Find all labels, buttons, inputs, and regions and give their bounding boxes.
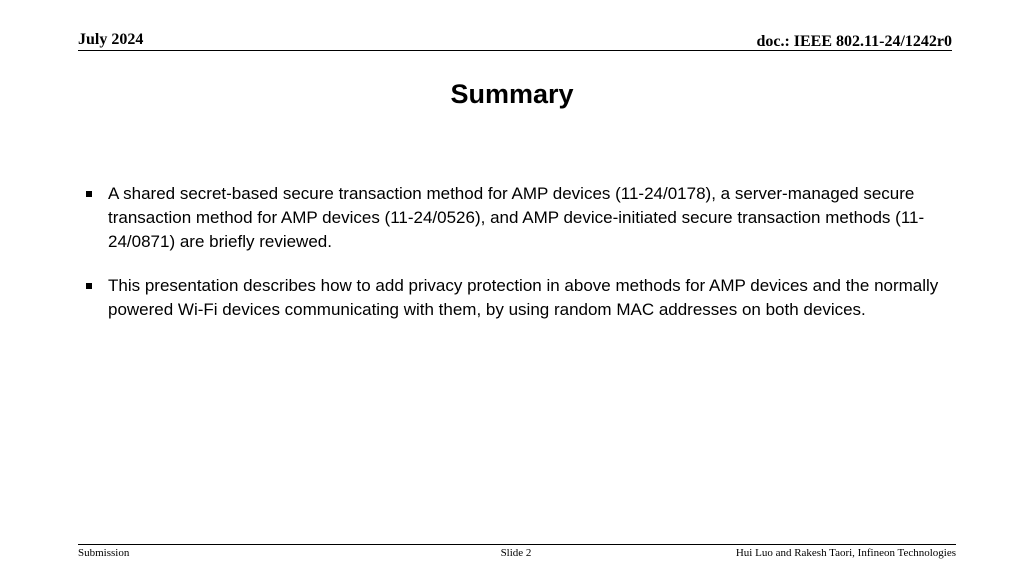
bullet-text: This presentation describes how to add privacy protection in above methods for AMP devices and the normally powered Wi-Fi devices communicating with them, by using random MAC addresses on both devices. (108, 276, 939, 319)
bullet-text: A shared secret-based secure transaction method for AMP devices (11-24/0178), a server-managed secure transaction method for AMP devices (11-24/0526), and AMP device-initiated secure transaction methods (11-24/0871) are briefly reviewed. (108, 184, 925, 251)
footer-submission: Submission (78, 547, 130, 559)
bullet-item (86, 274, 956, 322)
footer-slide-number: Slide 2 (500, 547, 532, 559)
slide-title: Summary (450, 79, 574, 109)
square-bullet-icon (86, 283, 92, 289)
header-divider (78, 50, 952, 51)
header-document-id: doc.: IEEE 802.11-24/1242r0 (756, 33, 952, 50)
bullet-item (86, 182, 956, 254)
footer-divider (78, 544, 956, 545)
square-bullet-icon (86, 191, 92, 197)
header-date: July 2024 (78, 31, 144, 48)
bullet-list (86, 182, 956, 342)
footer-authors: Hui Luo and Rakesh Taori, Infineon Technologies (735, 547, 956, 559)
